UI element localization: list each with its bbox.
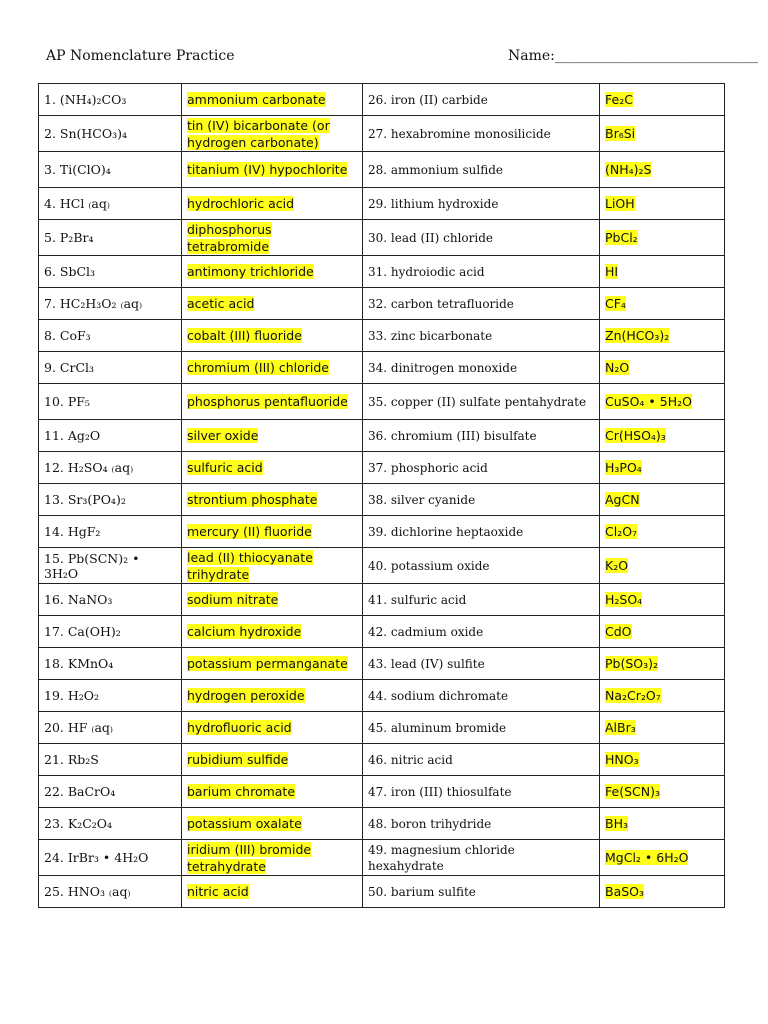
answer-text: N₂O [605,360,630,375]
question-text: 48. boron trihydride [368,816,492,831]
answer-text: tin (IV) bicarbonate (or hydrogen carbonate) [187,117,330,150]
answer-cell [182,84,363,116]
table-row [39,384,725,420]
question-cell [363,420,600,452]
answer-text: H₂SO₄ [605,592,643,607]
question-text: 38. silver cyanide [368,492,476,507]
question-cell [363,584,600,616]
table-row [39,152,725,188]
question-text: 5. P₂Br₄ [44,230,94,245]
question-text: 45. aluminum bromide [368,720,507,735]
question-cell [363,256,600,288]
table-row [39,712,725,744]
answer-cell [600,452,725,484]
answer-cell [600,320,725,352]
question-cell [363,352,600,384]
question-cell [363,152,600,188]
answer-text: K₂O [605,558,629,573]
answer-text: AlBr₃ [605,720,636,735]
question-cell [39,648,182,680]
answer-cell [182,188,363,220]
question-text: 14. HgF₂ [44,524,101,539]
answer-text: hydrogen peroxide [187,688,305,703]
answer-cell [182,712,363,744]
question-cell [363,712,600,744]
page-title: AP Nomenclature Practice [46,48,235,64]
table-row [39,584,725,616]
answer-text: sodium nitrate [187,592,279,607]
answer-cell [600,84,725,116]
answer-text: hydrochloric acid [187,196,295,211]
question-text: 7. HC₂H₃O₂ ₍aq₎ [44,296,143,311]
question-cell [39,712,182,744]
answer-text: MgCl₂ • 6H₂O [605,850,689,865]
answer-text: Cr(HSO₄)₃ [605,428,666,443]
question-text: 12. H₂SO₄ ₍aq₎ [44,460,134,475]
answer-text: (NH₄)₂S [605,162,652,177]
question-text: 11. Ag₂O [44,428,101,443]
question-text: 18. KMnO₄ [44,656,114,671]
table-row [39,256,725,288]
answer-text: HI [605,264,619,279]
answer-cell [600,256,725,288]
answer-text: diphosphorus tetrabromide [187,221,272,254]
answer-text: Zn(HCO₃)₂ [605,328,670,343]
table-row [39,84,725,116]
table-row [39,876,725,908]
answer-cell [600,288,725,320]
question-text: 31. hydroiodic acid [368,264,485,279]
question-cell [363,680,600,712]
question-cell [363,188,600,220]
question-cell [39,876,182,908]
question-cell [39,516,182,548]
answer-cell [600,680,725,712]
question-text: 2. Sn(HCO₃)₄ [44,126,128,141]
answer-text: Br₆Si [605,126,636,141]
answer-cell [600,220,725,256]
question-text: 3. Ti(ClO)₄ [44,162,111,177]
question-cell [39,420,182,452]
answer-cell [182,420,363,452]
answer-text: strontium phosphate [187,492,318,507]
question-cell [39,484,182,516]
question-text: 47. iron (III) thiosulfate [368,784,512,799]
question-cell [39,616,182,648]
question-text: 43. lead (IV) sulfite [368,656,485,671]
answer-cell [182,680,363,712]
table-row [39,808,725,840]
answer-text: H₃PO₄ [605,460,642,475]
question-text: 42. cadmium oxide [368,624,484,639]
answer-text: hydrofluoric acid [187,720,292,735]
answer-cell [600,744,725,776]
question-cell [363,220,600,256]
question-cell [39,584,182,616]
answer-text: CuSO₄ • 5H₂O [605,394,692,409]
question-cell [363,516,600,548]
question-cell [39,188,182,220]
question-text: 4. HCl ₍aq₎ [44,196,110,211]
answer-cell [600,484,725,516]
question-text: 34. dinitrogen monoxide [368,360,518,375]
answer-cell [182,152,363,188]
question-cell [363,876,600,908]
question-cell [39,152,182,188]
question-cell [363,452,600,484]
answer-cell [182,840,363,876]
answer-cell [600,712,725,744]
answer-cell [600,840,725,876]
question-text: 26. iron (II) carbide [368,92,488,107]
question-cell [363,616,600,648]
answer-text: Fe(SCN)₃ [605,784,660,799]
answer-cell [182,584,363,616]
answer-cell [182,116,363,152]
table-row [39,840,725,876]
answer-cell [182,548,363,584]
question-text: 49. magnesium chloride hexahydrate [368,842,515,873]
table-row [39,452,725,484]
question-text: 44. sodium dichromate [368,688,509,703]
answer-cell [600,584,725,616]
answer-text: chromium (III) chloride [187,360,329,375]
question-text: 50. barium sulfite [368,884,476,899]
table-row [39,352,725,384]
answer-text: ammonium carbonate [187,92,326,107]
answer-cell [182,776,363,808]
answer-text: CdO [605,624,632,639]
answer-text: calcium hydroxide [187,624,302,639]
answer-text: potassium permanganate [187,656,348,671]
answer-cell [182,352,363,384]
question-text: 36. chromium (III) bisulfate [368,428,537,443]
answer-text: Cl₂O₇ [605,524,638,539]
answer-cell [182,648,363,680]
answer-cell [182,288,363,320]
answer-text: lead (II) thiocyanate trihydrate [187,549,313,582]
question-text: 24. IrBr₃ • 4H₂O [44,850,149,865]
question-cell [363,744,600,776]
question-cell [363,484,600,516]
table-row [39,680,725,712]
question-text: 19. H₂O₂ [44,688,100,703]
answer-cell [182,744,363,776]
question-cell [39,256,182,288]
answer-text: LiOH [605,196,635,211]
answer-text: silver oxide [187,428,259,443]
table-row [39,776,725,808]
answer-cell [182,516,363,548]
question-text: 37. phosphoric acid [368,460,488,475]
question-cell [363,116,600,152]
answer-cell [182,220,363,256]
question-text: 1. (NH₄)₂CO₃ [44,92,127,107]
answer-cell [600,808,725,840]
question-text: 15. Pb(SCN)₂ • 3H₂O [44,550,140,581]
question-cell [39,744,182,776]
question-cell [363,776,600,808]
table-row [39,744,725,776]
question-text: 6. SbCl₃ [44,264,96,279]
answer-text: PbCl₂ [605,230,638,245]
answer-cell [182,452,363,484]
answer-cell [600,420,725,452]
answer-cell [600,648,725,680]
answer-text: antimony trichloride [187,264,314,279]
answer-text: AgCN [605,492,640,507]
answer-cell [600,116,725,152]
question-cell [39,352,182,384]
answer-cell [600,616,725,648]
answer-cell [600,516,725,548]
question-text: 21. Rb₂S [44,752,99,767]
question-text: 8. CoF₃ [44,328,91,343]
question-cell [39,220,182,256]
answer-text: Na₂Cr₂O₇ [605,688,661,703]
question-text: 46. nitric acid [368,752,453,767]
answer-cell [600,188,725,220]
nomenclature-table [38,83,725,908]
answer-text: rubidium sulfide [187,752,289,767]
answer-text: iridium (III) bromide tetrahydrate [187,841,312,874]
question-text: 41. sulfuric acid [368,592,467,607]
question-text: 39. dichlorine heptaoxide [368,524,524,539]
question-cell [39,452,182,484]
question-text: 29. lithium hydroxide [368,196,499,211]
table-row [39,484,725,516]
answer-cell [182,808,363,840]
answer-text: phosphorus pentafluoride [187,394,348,409]
question-text: 16. NaNO₃ [44,592,113,607]
question-text: 13. Sr₃(PO₄)₂ [44,492,126,507]
answer-text: BH₃ [605,816,628,831]
question-text: 33. zinc bicarbonate [368,328,493,343]
table-row [39,220,725,256]
question-cell [363,548,600,584]
name-field-label: Name:_____________________________ [508,48,758,64]
table-row [39,516,725,548]
answer-cell [600,776,725,808]
table-row [39,548,725,584]
answer-cell [600,548,725,584]
table-row [39,616,725,648]
answer-text: CF₄ [605,296,626,311]
question-cell [39,808,182,840]
question-cell [39,680,182,712]
question-cell [363,840,600,876]
answer-text: HNO₃ [605,752,639,767]
question-cell [39,320,182,352]
question-cell [39,116,182,152]
question-text: 28. ammonium sulfide [368,162,504,177]
question-cell [363,384,600,420]
question-text: 17. Ca(OH)₂ [44,624,121,639]
question-text: 40. potassium oxide [368,558,490,573]
question-cell [39,384,182,420]
answer-cell [182,616,363,648]
table-row [39,116,725,152]
table-row [39,648,725,680]
question-text: 23. K₂C₂O₄ [44,816,113,831]
question-cell [39,288,182,320]
answer-text: BaSO₃ [605,884,645,899]
answer-cell [600,152,725,188]
question-text: 25. HNO₃ ₍aq₎ [44,884,131,899]
answer-text: Pb(SO₃)₂ [605,656,659,671]
question-cell [39,548,182,584]
answer-cell [182,320,363,352]
table-row [39,188,725,220]
answer-text: Fe₂C [605,92,633,107]
question-cell [363,320,600,352]
question-text: 27. hexabromine monosilicide [368,126,551,141]
question-text: 10. PF₅ [44,394,90,409]
answer-cell [600,876,725,908]
question-cell [39,776,182,808]
answer-cell [182,384,363,420]
table-row [39,420,725,452]
question-text: 20. HF ₍aq₎ [44,720,113,735]
answer-text: sulfuric acid [187,460,263,475]
answer-cell [182,484,363,516]
question-text: 9. CrCl₃ [44,360,95,375]
question-cell [363,648,600,680]
table-row [39,320,725,352]
answer-text: mercury (II) fluoride [187,524,312,539]
answer-text: nitric acid [187,884,249,899]
answer-text: barium chromate [187,784,296,799]
question-text: 22. BaCrO₄ [44,784,116,799]
answer-cell [182,256,363,288]
answer-cell [182,876,363,908]
answer-text: potassium oxalate [187,816,302,831]
answer-cell [600,384,725,420]
question-cell [39,840,182,876]
question-text: 32. carbon tetrafluoride [368,296,514,311]
question-cell [363,808,600,840]
answer-text: titanium (IV) hypochlorite [187,162,348,177]
answer-text: cobalt (III) fluoride [187,328,302,343]
question-text: 35. copper (II) sulfate pentahydrate [368,394,587,409]
answer-cell [600,352,725,384]
answer-text: acetic acid [187,296,255,311]
question-text: 30. lead (II) chloride [368,230,494,245]
question-cell [39,84,182,116]
question-cell [363,84,600,116]
table-row [39,288,725,320]
question-cell [363,288,600,320]
